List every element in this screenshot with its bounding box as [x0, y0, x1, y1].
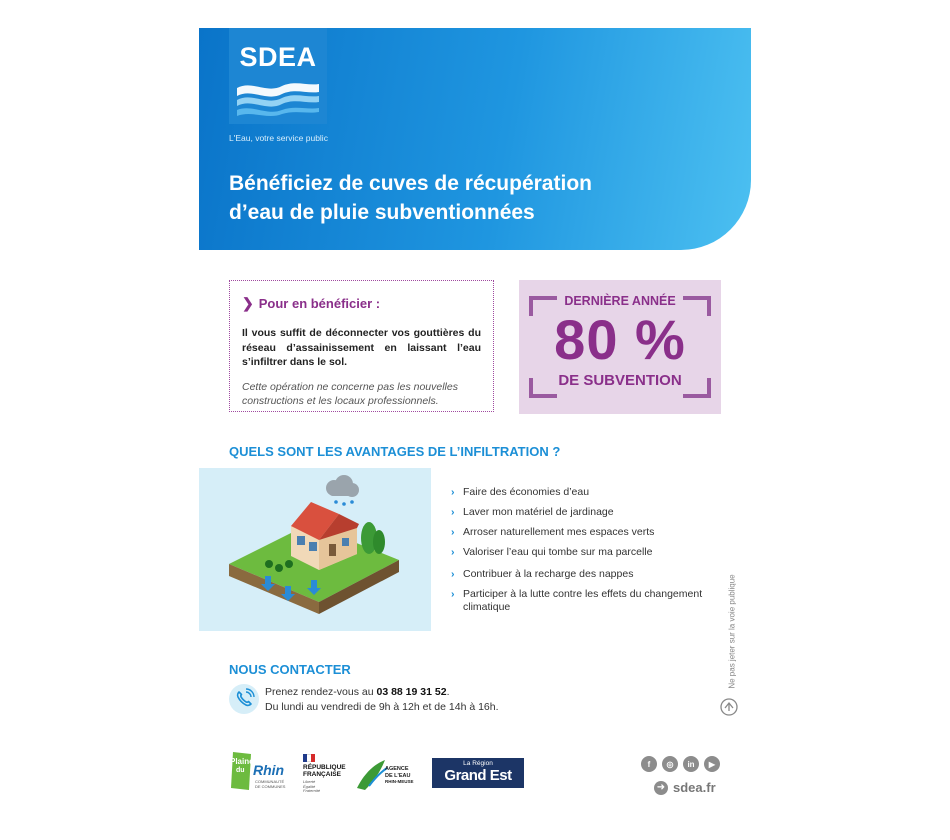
promo-percent: 80 % [554, 308, 686, 371]
contact-line-1: Prenez rendez-vous au 03 88 19 31 52. [265, 686, 450, 698]
header-banner [199, 28, 751, 250]
logo-text: SDEA [239, 42, 317, 72]
list-item: › Laver mon matériel de jardinage [451, 506, 614, 518]
youtube-icon[interactable]: ▶ [704, 756, 720, 772]
contact-details [265, 685, 499, 715]
arrow-right-icon: ➜ [654, 781, 668, 795]
chevron-right-icon: › [451, 567, 455, 580]
republique-francaise-logo: RÉPUBLIQUE FRANÇAISE Liberté Égalité Fraternité [303, 754, 347, 796]
title-line-1: Bénéficiez de cuves de récupération [229, 172, 592, 195]
chevron-right-icon: › [451, 506, 455, 518]
subsidy-badge [519, 280, 721, 414]
waves-icon [237, 80, 319, 120]
benefit-body: Il vous suffit de déconnecter vos gouttières du réseau d’assainissement en laissant l’eau s’infiltrer dans le sol. [242, 327, 481, 368]
website-url[interactable]: sdea.fr [673, 780, 716, 795]
benefit-heading-text: Pour en bénéficier : [258, 296, 381, 311]
chevron-right-icon: › [451, 486, 455, 498]
title-line-2: d’eau de pluie subventionnées [229, 201, 535, 224]
list-item: › Participer à la lutte contre les effets du changement climatique [451, 587, 703, 613]
chevron-right-icon: › [451, 587, 455, 600]
list-item: › Valoriser l’eau qui tombe sur ma parcelle [451, 546, 653, 558]
phone-number[interactable]: 03 88 19 31 52 [376, 686, 447, 698]
website-link[interactable] [654, 780, 716, 795]
chevron-right-icon: ❯ [242, 295, 254, 311]
chevron-right-icon: › [451, 546, 455, 558]
contact-title: NOUS CONTACTER [229, 662, 351, 677]
recycle-note-text: Ne pas jeter sur la voie publique [727, 574, 737, 689]
instagram-icon[interactable]: ◎ [662, 756, 678, 772]
sdea-logo [229, 28, 327, 124]
flyer-page [199, 28, 751, 828]
plaine-du-rhin-logo: Plaine du Rhin COMMUNAUTÉ DE COMMUNES [227, 750, 289, 796]
promo-last-year: DERNIÈRE ANNÉE [564, 294, 676, 308]
phone-icon [229, 684, 259, 714]
benefit-note: Cette opération ne concerne pas les nouvelles constructions et les locaux professionnels. [242, 380, 458, 407]
benefit-heading [242, 295, 481, 312]
list-item: › Faire des économies d’eau [451, 486, 590, 498]
tagline: L'Eau, votre service public [229, 133, 328, 143]
advantages-list [451, 486, 711, 621]
benefit-box [229, 280, 494, 412]
house-illustration [199, 468, 431, 631]
advantages-title: QUELS SONT LES AVANTAGES DE L’INFILTRATION ? [229, 444, 561, 459]
agence-de-leau-logo: AGENCE DE L'EAU RHIN-MEUSE [355, 756, 421, 794]
recycle-note [722, 572, 736, 696]
chevron-right-icon: › [451, 526, 455, 538]
page-title [229, 169, 592, 227]
social-links [641, 756, 720, 772]
recycle-icon [720, 698, 738, 716]
contact-hours: Du lundi au vendredi de 9h à 12h et de 14h à 16h. [265, 701, 499, 713]
linkedin-icon[interactable]: in [683, 756, 699, 772]
promo-subsidy: DE SUBVENTION [558, 372, 682, 389]
list-item: › Arroser naturellement mes espaces verts [451, 526, 655, 538]
region-grand-est-logo: La Région Grand Est [432, 758, 524, 788]
isometric-house-icon [199, 468, 431, 631]
facebook-icon[interactable]: f [641, 756, 657, 772]
list-item: › Contribuer à la recharge des nappes [451, 567, 634, 580]
